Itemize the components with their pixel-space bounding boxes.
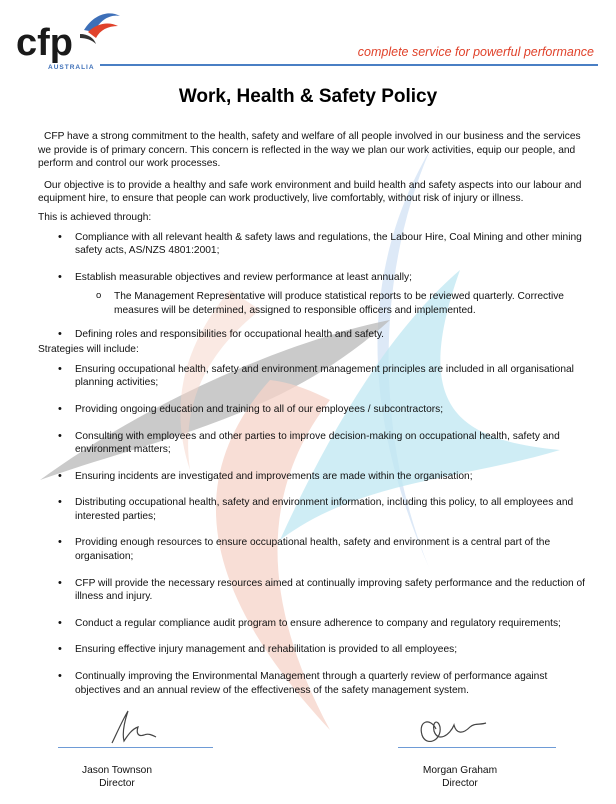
- list-item: • Establish measurable objectives and review performance at least annually;: [38, 271, 592, 285]
- header-divider: [100, 64, 598, 66]
- signature-jason-townson: [82, 705, 242, 749]
- list-item: • Ensuring incidents are investigated and improvements are made within the organisation;: [38, 470, 592, 484]
- signature-morgan-graham: [410, 705, 570, 749]
- signatory-role: Director: [442, 778, 478, 789]
- cfp-logo: [14, 8, 126, 72]
- sub-list-item: o The Management Representative will produce statistical reports to be reviewed quarterly. Corrective measures will be determined, assigned to responsible officers and implemented.: [38, 290, 592, 317]
- list-item: • Providing ongoing education and training to all of our employees / subcontractors;: [38, 403, 592, 417]
- signature-line-left: [58, 747, 213, 748]
- list-item: • Ensuring effective injury management and rehabilitation is provided to all employees;: [38, 643, 592, 657]
- list-item: • Consulting with employees and other parties to improve decision-making on occupational health, safety and environment matters;: [38, 430, 592, 457]
- list-item: • Defining roles and responsibilities for occupational health and safety.: [38, 328, 592, 342]
- strategies-heading: Strategies will include:: [38, 344, 139, 356]
- achieved-heading: This is achieved through:: [38, 211, 152, 223]
- list-item: • Providing enough resources to ensure occupational health, safety and environment is a central part of the organisation;: [38, 536, 592, 563]
- list-item: • Compliance with all relevant health & safety laws and regulations, the Labour Hire, Coal Mining and other mining safety acts, AS/NZS 4801:2001;: [38, 231, 592, 258]
- list-item: • Continually improving the Environmental Management through a quarterly review of performance against objectives and an annual review of the effectiveness of the safety management system.: [38, 670, 592, 697]
- list-item: • Distributing occupational health, safety and environment information, including this policy, to all employees and interested parties;: [38, 496, 592, 523]
- signature-line-right: [398, 747, 556, 748]
- intro-paragraph: CFP have a strong commitment to the health, safety and welfare of all people involved in our business and the services we provide is of primary concern. This concern is reflected in the way we plan our work activities, equip our people, and perform and control our work processes.: [38, 131, 581, 170]
- signatory-right: [398, 764, 522, 790]
- signatory-name: Jason Townson: [81, 765, 153, 776]
- strategies-list: [38, 363, 592, 698]
- signatory-left: [58, 764, 176, 790]
- company-tagline: complete service for powerful performance: [357, 45, 594, 59]
- achieved-list: [38, 231, 592, 342]
- list-item: • Conduct a regular compliance audit program to ensure adherence to company and regulatory requirements;: [38, 617, 592, 631]
- objective-paragraph: Our objective is to provide a healthy and safe work environment and build health and safety aspects into our labour and equipment hire, to ensure that people can work productively, live comfortably, without risk of injury or illness.: [38, 179, 582, 205]
- svg-text:cfp: cfp: [16, 22, 73, 64]
- list-item: • Ensuring occupational health, safety and environment management principles are included in all organisational planning activities;: [38, 363, 592, 390]
- svg-text:AUSTRALIA: AUSTRALIA: [48, 64, 95, 71]
- document-title: Work, Health & Safety Policy: [178, 86, 438, 107]
- policy-body: [38, 130, 592, 710]
- signatory-role: Director: [99, 778, 135, 789]
- list-item: • CFP will provide the necessary resources aimed at continually improving safety performance and the reduction of illness and injury.: [38, 577, 592, 604]
- signatory-name: Morgan Graham: [422, 765, 498, 776]
